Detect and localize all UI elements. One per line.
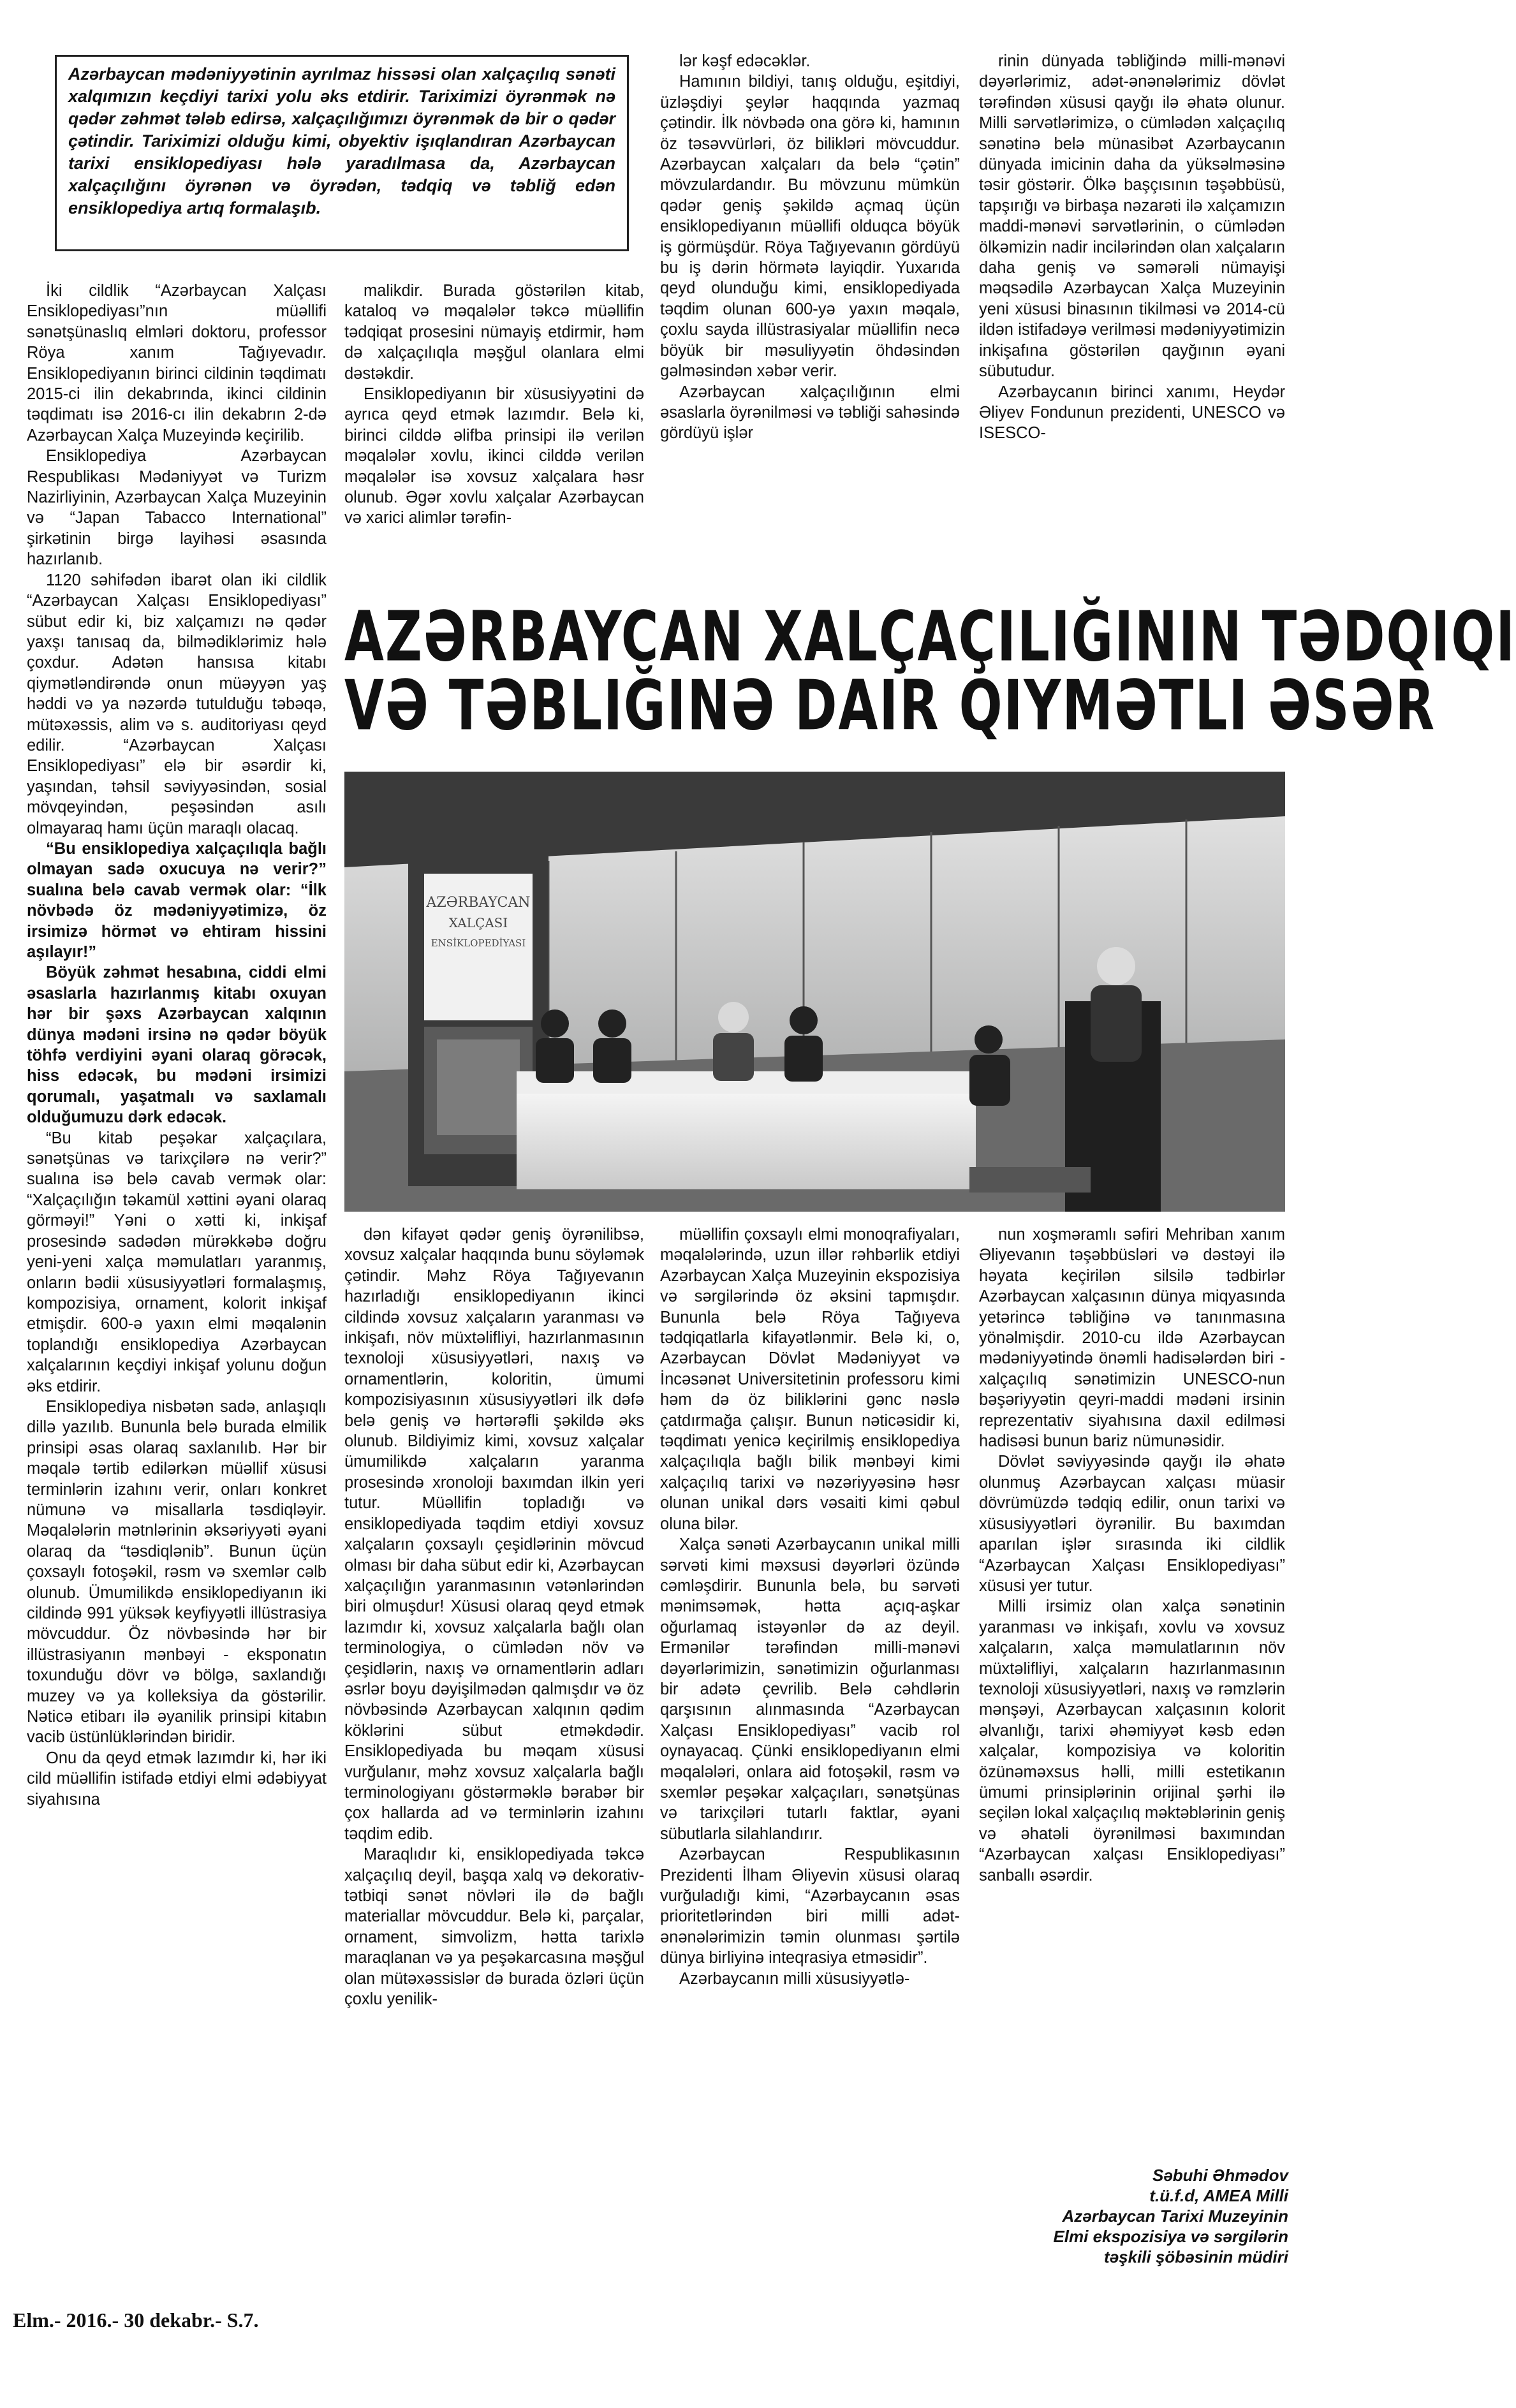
source-reference: Elm.- 2016.- 30 dekabr.- S.7. — [13, 2309, 259, 2331]
body-paragraph: Ensiklopediyanın bir xüsusiyyətini də ayrıca qeyd etmək lazımdır. Belə ki, birinci cilddə əlifba prinsipi ilə verilən məqalələr xovlu, ikinci cilddə verilən məqalələr isə xovsuz xalçalara həsr olunub. Əgər xovlu xalçalar Azərbaycan və xarici alimlər tərəfin- — [344, 385, 644, 527]
article-headline — [344, 596, 1516, 792]
body-paragraph: malikdir. Burada göstərilən kitab, kataloq və məqalələr təkcə müəllifin tədqiqat prosesini nümayiş etdirmir, həm də xalçaçılıqla məşğul olanlara elmi dəstəkdir. — [344, 282, 644, 383]
body-paragraph: Dövlət səviyyəsində qayğı ilə əhatə olunmuş Azərbaycan xalçası müasir dövrümüzdə tədqiq edilir, onun tarixi və xüsusiyyətləri öyrənilir. Bu baxımdan aparılan işlər sırasında iki cildlik “Azərbaycan Xalçası Ensiklopediyası” xüsusi yer tutur. — [979, 1453, 1285, 1595]
body-paragraph: Azərbaycanın birinci xanımı, Heydər Əliyev Fondunun prezidenti, UNESCO və ISESCO- — [979, 383, 1285, 443]
body-paragraph: Xalça sənəti Azərbaycanın unikal milli sərvəti kimi məxsusi dəyərləri özündə cəmləşdirir. Bununla belə, bu sərvəti mənimsəmək, hətta açıq-aşkar oğurlamaq istəyənlər də az deyil. Ermənilər tərəfindən milli-mənəvi dəyərlərimizin, sənətimizin oğurlanması bir adətə çevrilib. Belə cəhdlərin qarşısının alınmasında “Azərbaycan Xalçası Ensiklopediyası” vacib rol oynayacaq. Çünki ensiklopediyanın elmi məqalələri, onlara aid fotoşəkil, rəsm və sxemlər peşəkar xalçaçıları, sənətşünas və tarixçiləri tutarlı faktlar, əyani sübutlarla silahlandırır. — [660, 1536, 960, 1843]
photo-scene — [344, 772, 1285, 1212]
body-paragraph: Azərbaycan Respublikasının Prezidenti İlham Əliyevin xüsusi olaraq vurğuladığı kimi, “Azərbaycanın əsas prioritetlərindən biri milli adət-ənənələrimizin təmin olunması şərtilə dünya birliyinə inteqrasiya etməsidir”. — [660, 1846, 960, 1967]
author-signature — [995, 2165, 1288, 2267]
body-paragraph: Ensiklopediya Azərbaycan Respublikası Mədəniyyət və Turizm Nazirliyinin, Azərbaycan Xalça Muzeyinin və “Japan Tabacco International” şirkətinin birgə layihəsi əsasında hazırlanıb. — [27, 447, 327, 569]
lead-paragraph: Azərbaycan mədəniyyətinin ayrılmaz hissəsi olan xalçaçılıq sənəti xalqımızın keçdiyi tarixi yolu əks etdirir. Tariximizi öyrənmək nə qədər zəhmət tələb edirsə, xalçaçılığımızı öyrənmək də bir o qədər çətindir. Tariximizi olduğu kimi, obyektiv işıqlandıran Azərbaycan tarixi ensiklopediyası hələ yaradılmasa da, Azərbaycan xalçaçılığını öyrənən və öyrədən, tədqiq və təbliğ edən ensiklopediya artıq formalaşıb. — [55, 55, 629, 251]
body-paragraph: rinin dünyada təbliğində milli-mənəvi dəyərlərimiz, adət-ənənələrimiz dövlət tərəfindən xüsusi qayğı ilə əhatə olunur. Milli sərvətlərimizə, o cümlədən xalçaçılıq sənətinə belə münasibət Azərbaycanın dünyada imicinin daha da yüksəlməsinə təsir göstərir. Ölkə başçısının təşəbbüsü, tapşırığı və birbaşa nəzarəti ilə xalçamızın maddi-mənəvi sərvətlərinin, o cümlədən ölkəmizin nadir incilərindən olan xalçaların daha geniş və səmərəli nümayişi məqsədilə Azərbaycan Xalça Muzeyinin yeni xüsusi binasının tikilməsi və 2014-cü ildən istifadəyə verilməsi mədəniyyətimizin inkişafına göstərilən qayğının əyani sübutudur. — [979, 52, 1285, 381]
article-column-2-bottom — [344, 1224, 644, 2296]
headline-line: VƏ TƏBLIĞINƏ DAIR QIYMƏTLI ƏSƏR — [344, 665, 1436, 746]
body-paragraph: dən kifayət qədər geniş öyrənilibsə, xovsuz xalçalar haqqında bunu söyləmək çətindir. Məhz Röya Tağıyevanın hazırladığı ensiklopediyanın ikinci cildində xovsuz xalçaların yaranması və inkişafı, növ müxtəlifliyi, hazırlanmasının texnoloji xüsusiyyətləri, naxış və ornamentlərin, koloritin, ümumi kompozisiyasının xüsusiyyətləri ilk dəfə belə geniş və hərtərəfli şəkildə əks olunub. Bildiyimiz kimi, xovsuz xalçalar ümumilikdə xalçaların yaranma prosesində xronoloji baxımdan ilkin yeri tutur. Müəllifin topladığı və ensiklopediyada təqdim etdiyi xovsuz xalçaların çoxsaylı çeşidlərinin mövcud olması bir daha sübut edir ki, Azərbaycan xalçaçılığın yaranmasının vətənlərindən biri olmuşdur! Xüsusi olaraq qeyd etmək lazımdır ki, xovsuz xalçalarla bağlı olan terminologiya, o cümlədən növ və çeşidlərin, naxış və ornamentlərin adları əsrlər boyu dəyişilmədən qalmışdır və öz növbəsində Azərbaycan xalqının qədim köklərini sübut etməkdədir. Ensiklopediyada bu məqam xüsusi vurğulanır, məhz xovsuz xalçalarla bağlı terminologiyanı göstərməklə bərabər bir çox hallarda ad və terminlərin izahını təqdim edib. — [344, 1226, 644, 1843]
body-paragraph: lər kəşf edəcəklər. — [679, 52, 811, 70]
body-paragraph: 1120 səhifədən ibarət olan iki cildlik “Azərbaycan Xalçası Ensiklopediyası” sübut edir ki, biz xalçamızı nə qədər yaxşı tanısaq da, bilmədiklərimiz hələ çoxdur. Adətən hansısa kitabı qiymətləndirəndə onun müəyyən yaş həddi və ya nəzərdə tutulduğu təbəqə, mütəxəssis, alim və s. auditoriyası qeyd edilir. “Azərbaycan Xalçası Ensiklopediyası” elə bir əsərdir ki, yaşından, təhsil səviyyəsindən, sosial mövqeyindən, peşəsindən asılı olmayaraq hamı üçün maraqlı olacaq. — [27, 571, 327, 837]
body-paragraph: Hamının bildiyi, tanış olduğu, eşitdiyi, üzləşdiyi şeylər haqqında yazmaq çətindir. İlk növbədə ona görə ki, hamının öz təsəvvürləri, öz bilikləri mövcuddur. Azərbaycan xalçaları da belə “çətin” mövzulardandır. Bu mövzunu mümkün qədər geniş şəkildə açmaq üçün ensiklopediyanın müəllifi olduqca böyük iş görmüşdür. Röya Tağıyevanın gördüyü bu iş dərin hörmətə layiqdir. Yuxarıda qeyd olunduğu kimi, ensiklopediyada təqdim olunan 600-yə yaxın məqalə, çoxlu sayda illüstrasiyalar müəllifin necə böyük bir məsuliyyətin öhdəsindən gəlməsindən xəbər verir. — [660, 73, 960, 381]
photo-banner-line: ENSİKLOPEDİYASI — [431, 937, 526, 949]
author-title: t.ü.f.d, AMEA Milli — [1149, 2186, 1288, 2205]
article-column-3-top — [660, 51, 960, 587]
author-name: Səbuhi Əhmədov — [1152, 2166, 1288, 2185]
article-column-3-bottom — [660, 1224, 960, 2296]
body-paragraph: Böyük zəhmət hesabına, ciddi elmi əsaslarla hazırlanmış kitabı oxuyan hər bir şəxs Azərbaycan xalqının dünya mədəni irsinə nə qədər böyük töhfə verdiyini əyani olaraq görəcək, hiss edəcək, bu mədəni irsimizi qorumalı, yaşatmalı və saxlamalı olduğumuzu dərk edəcək. — [27, 964, 327, 1127]
article-column-4-top — [979, 51, 1285, 587]
headline-line: AZƏRBAYCAN XALÇAÇILIĞININ TƏDQIQI — [344, 596, 1516, 677]
body-paragraph: nun xoşməramlı səfiri Mehriban xanım Əliyevanın təşəbbüsləri və dəstəyi ilə həyata keçirilən silsilə tədbirlər Azərbaycan xalçasının dünya miqyasında yetərincə təbliğinə və tanınmasına yönəlmişdir. 2010-cu ildə Azərbaycan mədəniyyətində önəmli hadisələrdən biri - xalçaçılıq sənətimizin UNESCO-nun bəşəriyyətin qeyri-maddi mədəni irsinin reprezentativ siyahısına daxil edilməsi hadisəsi bunun bariz nümunəsidir. — [979, 1226, 1285, 1451]
author-title: Elmi ekspozisiya və sərgilərin — [1053, 2227, 1288, 2246]
body-paragraph: Onu da qeyd etmək lazımdır ki, hər iki cild müəllifin istifadə etdiyi elmi ədəbiyyat siyahısına — [27, 1749, 327, 1809]
author-title: Azərbaycan Tarixi Muzeyinin — [1062, 2206, 1288, 2226]
photo-banner-line: AZƏRBAYCAN — [426, 895, 531, 911]
body-paragraph: Ensiklopediya nisbətən sadə, anlaşıqlı dillə yazılıb. Bununla belə burada elmilik prinsipi əsas olaraq saxlanılıb. Hər bir məqalə tərtib edilərkən müəllif xüsusi terminlərin izahını verir, onları konkret nümunə və misallarla təsdiqləyir. Məqalələrin mətnlərinin əksəriyyəti əyani olaraq da “təsdiqlənib”. Bunun üçün çoxsaylı fotoşəkil, rəsm və sxemlər cəlb olunub. Ümumilikdə ensiklopediyanın iki cildində 991 yüksək keyfiyyətli illüstrasiya mövcuddur. Öz növbəsində hər bir illüstrasiyanın mənbəyi - eksponatın toxunduğu dövr və bölgə, saxlandığı muzey və ya kolleksiya da göstərilir. Nəticə etibarı ilə əyanilik prinsipi kitabın vacib üstünlüklərindən biridir. — [27, 1397, 327, 1747]
author-title: təşkili şöbəsinin müdiri — [1104, 2247, 1288, 2266]
body-paragraph: İki cildlik “Azərbaycan Xalçası Ensiklopediyası”nın müəllifi sənətşünaslıq elmləri doktoru, professor Röya xanım Tağıyevadır. Ensiklopediyanın birinci cildinin təqdimatı 2015-ci ilin dekabrında, ikinci cildinin təqdimatı isə 2016-cı ilin dekabrın 2-də Azərbaycan Xalça Muzeyində keçirilib. — [27, 282, 327, 444]
article-column-4-bottom — [979, 1224, 1285, 2155]
body-paragraph: “Bu ensiklopediya xalçaçılıqla bağlı olmayan sadə oxucuya nə verir?” sualına belə cavab vermək olar: “İlk növbədə öz mədəniyyətimizə, öz irsimizə hörmət və ehtiram hissini aşılayır!” — [27, 839, 327, 961]
event-photo — [344, 772, 1285, 1212]
body-paragraph: Milli irsimiz olan xalça sənətinin yaranması və inkişafı, xovlu və xovsuz xalçaların, xalça məmulatlarının növ müxtəlifliyi, xalçaların hazırlanmasının texnoloji xüsusiyyətləri, naxış və rəmzlərin mənşəyi, Azərbaycan xalçasının kolorit əlvanlığı, tarixi əhəmiyyət kəsb edən xalçalar, kompozisiya və koloritin özünəməxsus həlli, milli estetikanın ümumi prinsiplərinin orijinal şərhi ilə seçilən lokal xalçaçılıq məktəblərinin geniş və əhatəli öyrənilməsi baxımından “Azərbaycan xalçası Ensiklopediyası” sanballı əsərdir. — [979, 1597, 1285, 1884]
photo-banner-line: XALÇASI — [448, 915, 508, 930]
body-paragraph: müəllifin çoxsaylı elmi monoqrafiyaları, məqalələrində, uzun illər rəhbərlik etdiyi Azərbaycan Xalça Muzeyinin ekspozisiya və sərgilərində öz əksini tapmışdır. Bununla belə Röya Tağıyeva tədqiqatlarla kifayətlənmir. Belə ki, o, Azərbaycan Dövlət Mədəniyyət və İncəsənət Universitetinin professoru kimi həm də öz biliklərini gənc nəslə çatdırmağa çalışır. Bunun nəticəsidir ki, təqdimatı yenicə keçirilmiş ensiklopediya xalçaçılıqla bağlı bilik mənbəyi kimi xalçaçılıq tarixi və nəzəriyyəsinə həsr olunan unikal dərs vəsaiti kimi qəbul oluna bilər. — [660, 1226, 960, 1533]
body-paragraph: “Bu kitab peşəkar xalçaçılara, sənətşünas və tarixçilərə nə verir?” sualına isə belə cavab vermək olar: “Xalçaçılığın təkamül xəttini əyani olaraq görməyi!” Yəni o xətti ki, inkişaf prosesində sadədən mürəkkəbə doğru yeni-yeni xalça məmulatları yaranmış, onların bədii xüsusiyyətləri formalaşmış, kompozisiya, ornament, kolorit inkişaf etmişdir. 600-ə yaxın elmi məqalənin toplandığı ensiklopediya Azərbaycan xalçalarının keçdiyi inkişaf yolunu doğun əks etdirir. — [27, 1129, 327, 1395]
body-paragraph: Azərbaycanın milli xüsusiyyətlə- — [679, 1969, 910, 1988]
article-column-2-top — [344, 281, 644, 587]
body-paragraph: Maraqlıdır ki, ensiklopediyada təkcə xalçaçılıq deyil, başqa xalq və dekorativ-tətbiqi sənət növləri ilə də bağlı materiallar mövcuddur. Belə ki, parçalar, ornament, simvolizm, hətta tarixlə maraqlanan və ya peşəkarcasına məşğul olan mütəxəssislər də burada özləri üçün çoxlu yenilik- — [344, 1846, 644, 2009]
article-column-1 — [27, 281, 327, 2283]
body-paragraph: Azərbaycan xalçaçılığının elmi əsaslarla öyrənilməsi və təbliği sahəsində gördüyü işlər — [660, 383, 960, 443]
